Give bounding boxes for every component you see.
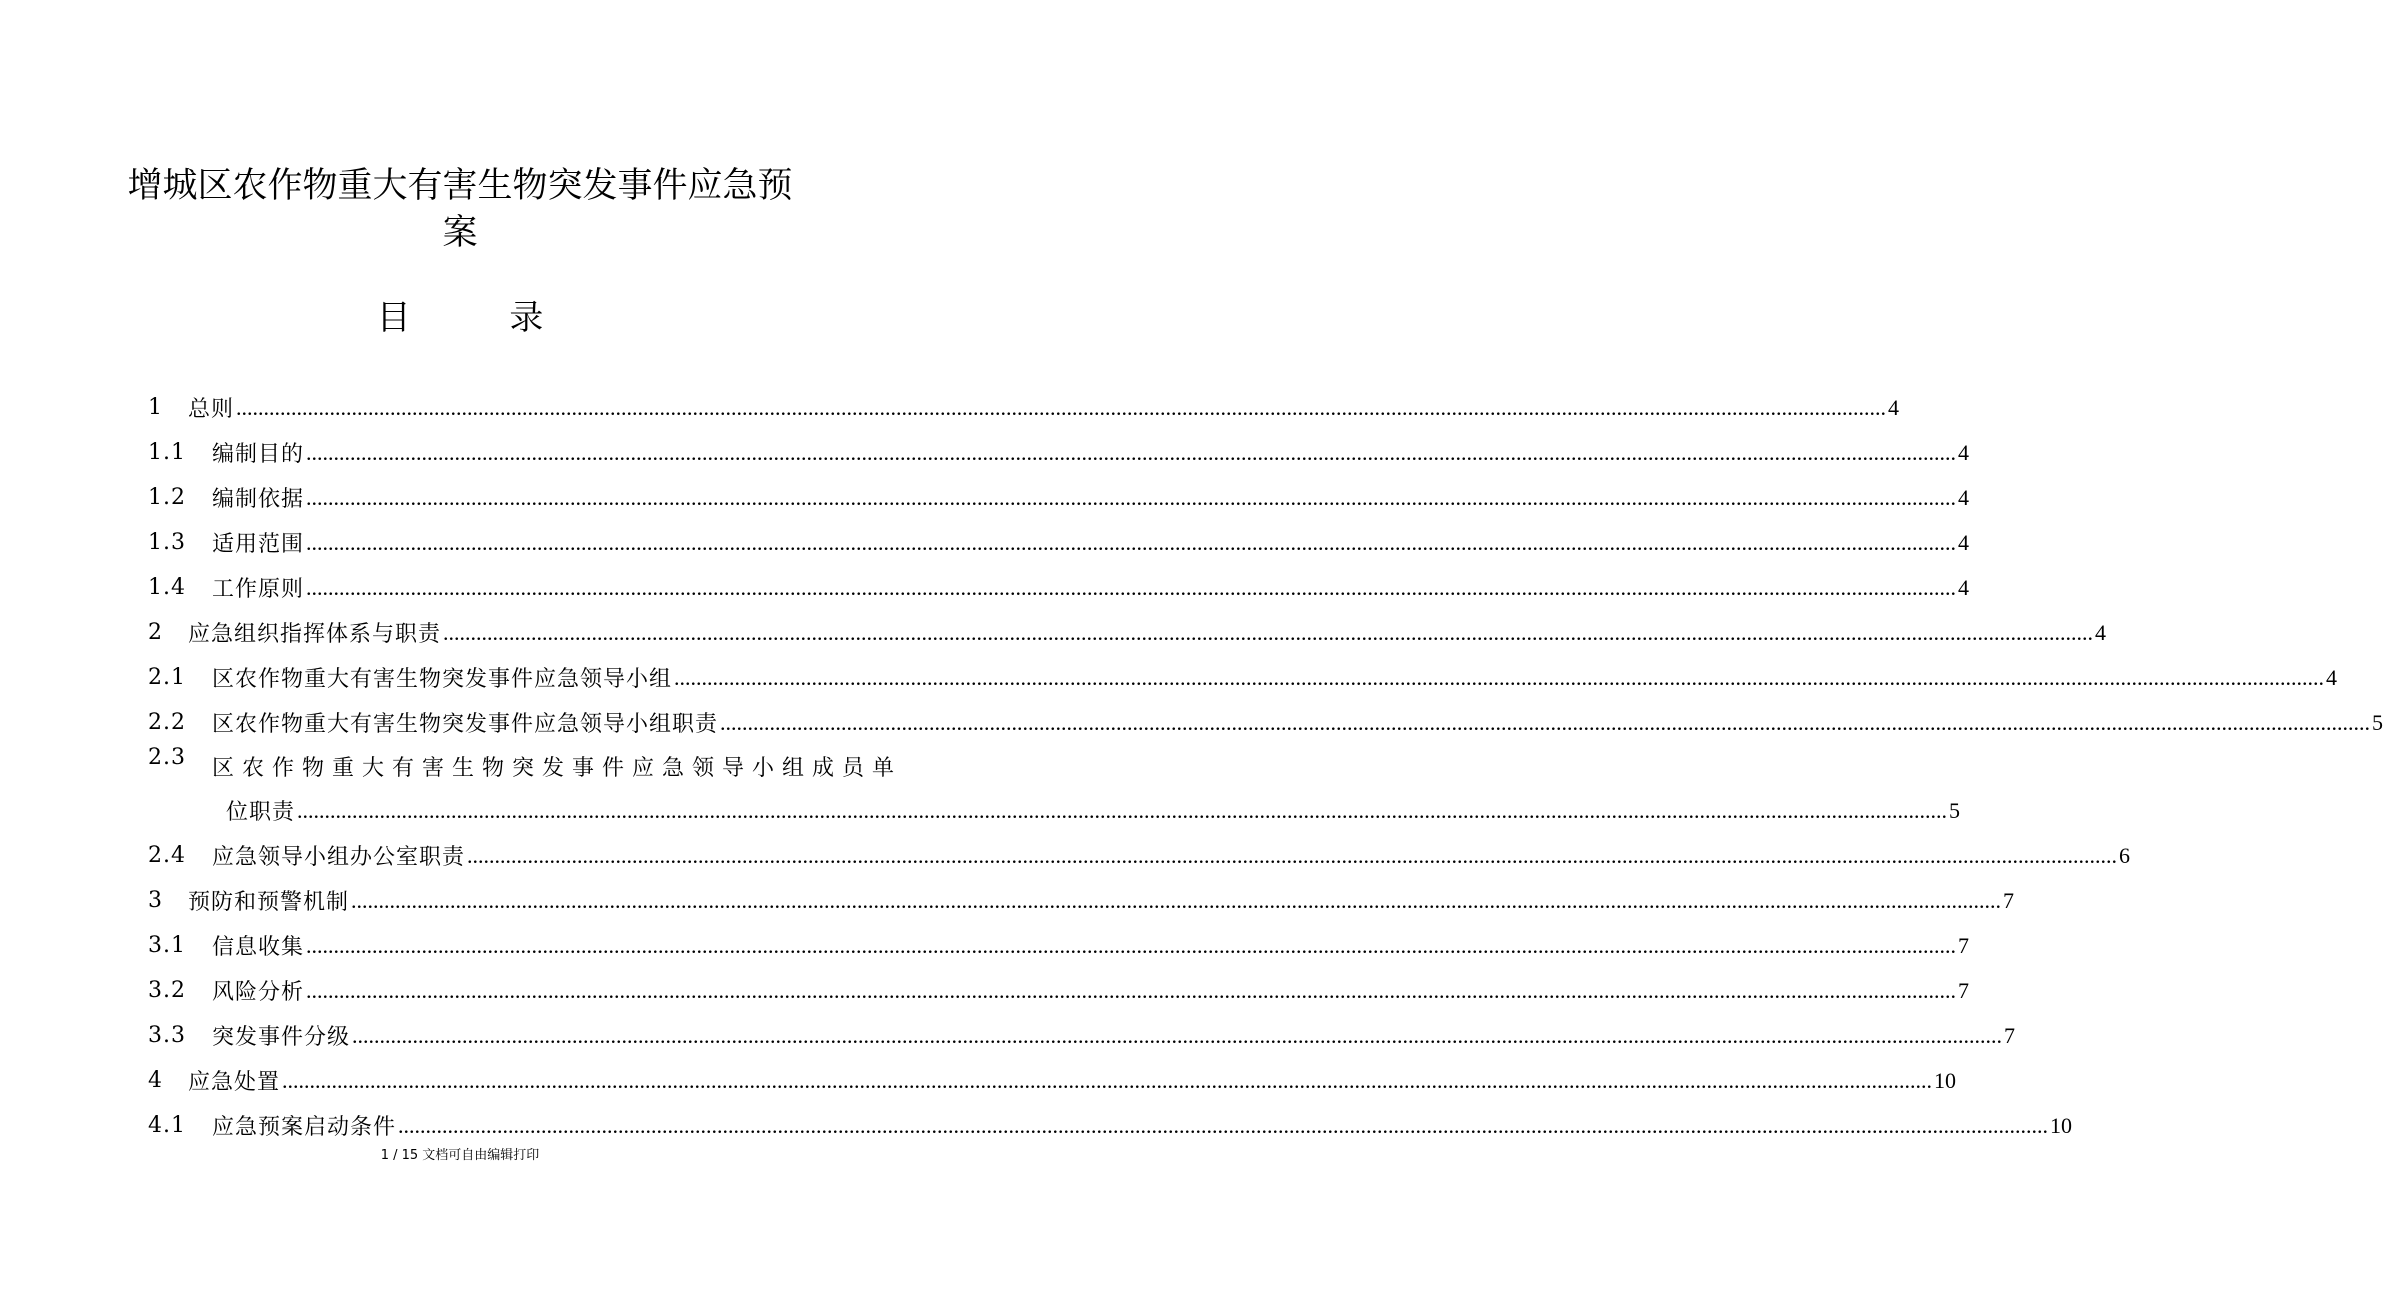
toc-entry-number: 3	[148, 888, 163, 913]
toc-dot-leader: ............................................................................................................................................................................................................................................................................................................	[306, 484, 1957, 510]
toc-dot-leader: ............................................................................................................................................................................................................................................................................................................	[674, 664, 2325, 690]
toc-entry-page: 5	[2372, 709, 2383, 735]
toc-entry-page: 5	[1949, 797, 1961, 823]
toc-entry-page: 10	[2050, 1112, 2073, 1138]
toc-entry-page: 4	[1958, 484, 1970, 510]
toc-entry-page: 7	[1958, 977, 1970, 1003]
toc-entry[interactable]	[148, 968, 1970, 1013]
toc-entry-page: 4	[1888, 394, 1900, 420]
toc-dot-leader: ............................................................................................................................................................................................................................................................................................................	[467, 842, 2118, 868]
toc-entry-title: 区农作物重大有害生物突发事件应急领导小组成员单	[212, 756, 903, 781]
document-title-line1: 增城区农作物重大有害生物突发事件应急预	[127, 166, 793, 206]
toc-entry-page: 4	[1958, 574, 1970, 600]
toc-entry[interactable]	[148, 833, 2131, 878]
toc-entry-title: 总则	[188, 397, 235, 422]
toc-entry[interactable]	[148, 1013, 2016, 1058]
toc-entry-page: 4	[2326, 664, 2338, 690]
toc-entry-number: 2.4	[148, 843, 186, 868]
toc-entry[interactable]	[148, 1103, 2073, 1148]
toc-entry-number: 2.1	[148, 665, 186, 690]
toc-entry-title: 编制目的	[212, 442, 305, 467]
toc-entry[interactable]	[148, 520, 1970, 565]
toc-entry-title: 应急预案启动条件	[212, 1115, 397, 1140]
toc-entry-title: 突发事件分级	[212, 1025, 351, 1050]
toc-entry-title: 应急组织指挥体系与职责	[188, 622, 442, 647]
toc-entry-title: 应急领导小组办公室职责	[212, 845, 466, 870]
toc-entry-title-continued: 位职责	[226, 800, 296, 825]
toc-entry[interactable]	[148, 700, 2383, 745]
toc-entry-title: 区农作物重大有害生物突发事件应急领导小组	[212, 667, 673, 692]
toc-entry-number: 2.2	[148, 710, 186, 735]
toc-entry-number: 3.2	[148, 978, 186, 1003]
toc-entry-number: 1.1	[148, 440, 186, 465]
toc-entry[interactable]	[148, 878, 2015, 923]
toc-entry-number: 3.3	[148, 1023, 186, 1048]
toc-entry-title: 适用范围	[212, 532, 305, 557]
toc-entry-title: 区农作物重大有害生物突发事件应急领导小组职责	[212, 712, 719, 737]
toc-entry-page: 4	[2095, 619, 2107, 645]
toc-entry-title: 应急处置	[188, 1070, 281, 1095]
toc-dot-leader: ............................................................................................................................................................................................................................................................................................................	[352, 1022, 2003, 1048]
toc-entry[interactable]	[148, 610, 2107, 655]
toc-entry-title: 编制依据	[212, 487, 305, 512]
toc-dot-leader: ............................................................................................................................................................................................................................................................................................................	[398, 1112, 2049, 1138]
toc-entry[interactable]	[148, 430, 1970, 475]
toc-dot-leader: ............................................................................................................................................................................................................................................................................................................	[236, 394, 1887, 420]
toc-dot-leader: ............................................................................................................................................................................................................................................................................................................	[306, 977, 1957, 1003]
toc-dot-leader: ............................................................................................................................................................................................................................................................................................................	[306, 439, 1957, 465]
toc-entry[interactable]	[148, 475, 1970, 520]
toc-entry[interactable]	[148, 1058, 1957, 1103]
toc-entry-number: 3.1	[148, 933, 186, 958]
toc-entry-page: 7	[2003, 887, 2015, 913]
toc-entry-page: 7	[1958, 932, 1970, 958]
toc-entry[interactable]	[148, 745, 1961, 833]
toc-entry-title: 预防和预警机制	[188, 890, 350, 915]
document-title-line2: 案	[442, 213, 478, 253]
toc-dot-leader: ............................................................................................................................................................................................................................................................................................................	[306, 574, 1957, 600]
toc-entry-title: 风险分析	[212, 980, 305, 1005]
page-footer: 1 / 15 文档可自由编辑打印	[380, 1148, 540, 1163]
toc-entry-page: 6	[2119, 842, 2131, 868]
document-title	[100, 163, 820, 257]
toc-entry[interactable]	[148, 923, 1970, 968]
toc-entry-number: 4	[148, 1068, 163, 1093]
toc-dot-leader: ............................................................................................................................................................................................................................................................................................................	[306, 932, 1957, 958]
toc-dot-leader: ............................................................................................................................................................................................................................................................................................................	[306, 529, 1957, 555]
toc-entry-number: 1	[148, 395, 163, 420]
toc-dot-leader: ............................................................................................................................................................................................................................................................................................................	[351, 887, 2002, 913]
toc-entry[interactable]	[148, 565, 1970, 610]
toc-entry[interactable]	[148, 385, 1900, 430]
toc-entry-number: 1.2	[148, 485, 186, 510]
toc-entry-number: 2.3	[148, 745, 186, 770]
toc-entry-page: 4	[1958, 529, 1970, 555]
toc-entry-number: 4.1	[148, 1113, 186, 1138]
toc-entry-number: 1.4	[148, 575, 186, 600]
toc-heading: 目 录	[376, 298, 588, 338]
toc-entry[interactable]	[148, 655, 2338, 700]
toc-entry-title: 信息收集	[212, 935, 305, 960]
toc-entry-number: 1.3	[148, 530, 186, 555]
toc-dot-leader: ............................................................................................................................................................................................................................................................................................................	[443, 619, 2094, 645]
toc-dot-leader: ............................................................................................................................................................................................................................................................................................................	[297, 797, 1948, 823]
toc-entry-page: 4	[1958, 439, 1970, 465]
toc-entry-title: 工作原则	[212, 577, 305, 602]
toc-dot-leader: ............................................................................................................................................................................................................................................................................................................	[720, 709, 2371, 735]
toc-entry-number: 2	[148, 620, 163, 645]
toc-entry-page: 7	[2004, 1022, 2016, 1048]
table-of-contents	[148, 385, 2383, 1148]
toc-dot-leader: ............................................................................................................................................................................................................................................................................................................	[282, 1067, 1933, 1093]
toc-entry-page: 10	[1934, 1067, 1957, 1093]
